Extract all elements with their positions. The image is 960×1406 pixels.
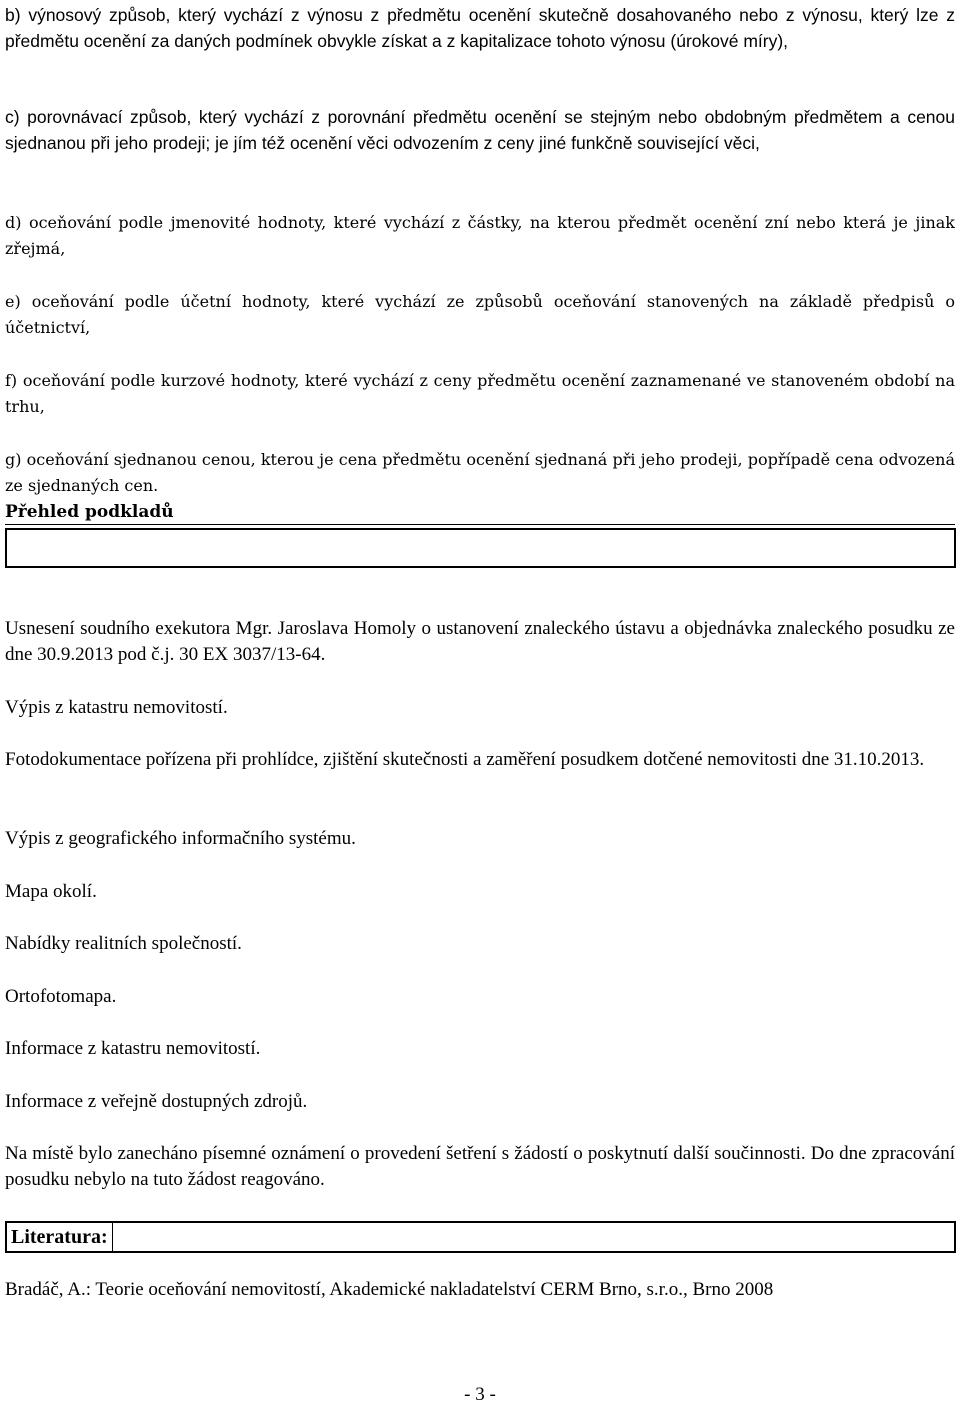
source-item-2: Výpis z katastru nemovitostí. [5, 697, 228, 718]
sources-heading: Přehled podkladů [5, 502, 174, 522]
page-number: - 3 - [464, 1384, 496, 1405]
method-d-paragraph: d) oceňování podle jmenovité hodnoty, které vychází z částky, na kterou předmět ocenění zní nebo která je jinak zřejmá, [5, 213, 955, 258]
source-item-6: Nabídky realitních společností. [5, 933, 242, 954]
method-g-paragraph: g) oceňování sjednanou cenou, kterou je cena předmětu ocenění sjednaná při jeho prodeji, popřípadě cena odvozená ze sjednaných cen. [5, 450, 955, 495]
source-item-9: Informace z veřejně dostupných zdrojů. [5, 1091, 308, 1112]
sources-empty-box [5, 528, 956, 568]
literature-reference: Bradáč, A.: Teorie oceňování nemovitostí, Akademické nakladatelství CERM Brno, s.r.o., Brno 2008 [5, 1279, 774, 1300]
source-item-1: Usnesení soudního exekutora Mgr. Jaroslava Homoly o ustanovení znaleckého ústavu a objednávka znaleckého posudku ze dne 30.9.2013 pod č.j. 30 EX 3037/13-64. [5, 618, 955, 665]
method-b-paragraph: b) výnosový způsob, který vychází z výnosu z předmětu ocenění skutečně dosahovaného nebo z výnosu, který lze z předmětu ocenění za daných podmínek obvykle získat a z kapitalizace tohoto výnosu (úrokové míry), [5, 5, 955, 51]
source-item-3: Fotodokumentace pořízena při prohlídce, zjištění skutečnosti a zaměření posudkem dotčené nemovitosti dne 31.10.2013. [5, 749, 925, 770]
literature-heading: Literatura: [11, 1223, 113, 1251]
method-f-paragraph: f) oceňování podle kurzové hodnoty, které vychází z ceny předmětu ocenění zaznamenané ve stanoveném období na trhu, [5, 371, 955, 416]
sources-heading-rule [5, 524, 955, 525]
literature-heading-box [5, 1221, 956, 1253]
source-item-4: Výpis z geografického informačního systému. [5, 828, 356, 849]
source-item-7: Ortofotomapa. [5, 986, 117, 1007]
source-item-8: Informace z katastru nemovitostí. [5, 1038, 261, 1059]
method-e-paragraph: e) oceňování podle účetní hodnoty, které vychází ze způsobů oceňování stanovených na základě předpisů o účetnictví, [5, 292, 955, 337]
source-item-10: Na místě bylo zanecháno písemné oznámení o provedení šetření s žádostí o poskytnutí další součinnosti. Do dne zpracování posudku nebylo na tuto žádost reagováno. [5, 1143, 955, 1190]
method-c-paragraph: c) porovnávací způsob, který vychází z porovnání předmětu ocenění se stejným nebo obdobným předmětem a cenou sjednanou při jeho prodeji; je jím též ocenění věci odvozením z ceny jiné funkčně související věci, [5, 107, 955, 153]
source-item-5: Mapa okolí. [5, 881, 97, 902]
